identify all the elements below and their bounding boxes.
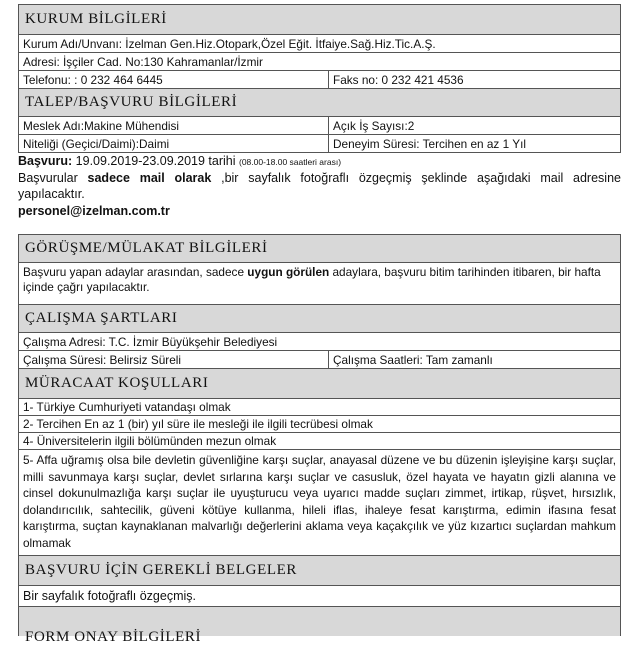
kurum-adres: Adresi: İşçiler Cad. No:130 Kahramanlar/İzmir (23, 54, 263, 69)
mail-text-bold: sadece mail olarak (87, 171, 212, 185)
kurum-faks: Faks no: 0 232 421 4536 (328, 71, 620, 88)
kurum-telefon-row (18, 70, 621, 88)
gorusme-text-bold: uygun görülen (247, 265, 330, 279)
section-title: FORM ONAY BİLGİLERİ (25, 629, 202, 645)
kurum-telefon: Telefonu: : 0 232 464 6445 (23, 72, 163, 87)
belgeler-row (18, 585, 621, 606)
muracaat-item-4: 4- Üniversitelerin ilgili bölümünden mezun olmak (23, 434, 277, 448)
calisma-suresi: Çalışma Süresi: Belirsiz Süreli (23, 352, 181, 367)
basvuru-hours: (08.00-18.00 saatleri arası) (238, 157, 342, 167)
talep-nitelik-row (18, 134, 621, 152)
job-posting-form (18, 4, 621, 645)
calisma-saatleri: Çalışma Saatleri: Tam zamanlı (328, 351, 620, 368)
muracaat-item (18, 398, 621, 415)
section-title: BAŞVURU İÇİN GEREKLİ BELGELER (25, 562, 297, 578)
meslek-adi: Meslek Adı:Makine Mühendisi (23, 118, 180, 133)
section-header-calisma (18, 304, 621, 332)
gerekli-belgeler: Bir sayfalık fotoğraflı özgeçmiş. (23, 589, 196, 603)
gorusme-text (18, 262, 621, 304)
section-title: GÖRÜŞME/MÜLAKAT BİLGİLERİ (25, 240, 268, 256)
calisma-adres-row (18, 332, 621, 350)
muracaat-item (18, 415, 621, 432)
niteligi: Niteliği (Geçici/Daimi):Daimi (23, 136, 170, 151)
calisma-adresi: Çalışma Adresi: T.C. İzmir Büyükşehir Belediyesi (23, 334, 278, 349)
section-title: KURUM BİLGİLERİ (25, 11, 167, 27)
section-header-gorusme (18, 234, 621, 262)
section-title: MÜRACAAT KOŞULLARI (25, 375, 209, 391)
mail-instructions (18, 170, 621, 202)
kurum-adi-row (18, 34, 621, 52)
gorusme-text-pre: Başvuru yapan adaylar arasından, sadece (23, 265, 248, 279)
section-title: TALEP/BAŞVURU BİLGİLERİ (25, 94, 238, 110)
mail-text-pre: Başvurular (18, 171, 88, 185)
kurum-adi: Kurum Adı/Unvanı: İzelman Gen.Hiz.Otopark,Özel Eğit. İtfaiye.Sağ.Hiz.Tic.A.Ş. (23, 36, 436, 51)
kurum-adres-row (18, 52, 621, 70)
section-header-muracaat (18, 368, 621, 398)
calisma-sure-row (18, 350, 621, 368)
mail-text-post: ,bir sayfalık fotoğraflı özgeçmiş şeklinde aşağıdaki mail adresine yapılacaktır. (18, 171, 621, 201)
muracaat-item (18, 432, 621, 449)
acik-is-sayisi: Açık İş Sayısı:2 (328, 117, 620, 134)
muracaat-item-2: 2- Tercihen En az 1 (bir) yıl süre ile mesleği ile ilgili tecrübesi olmak (23, 417, 373, 431)
deneyim-suresi: Deneyim Süresi: Tercihen en az 1 Yıl (328, 135, 620, 152)
basvuru-line (18, 153, 621, 170)
section-header-belgeler (18, 555, 621, 585)
gorusme-text-post: adaylara, başvuru bitim tarihinden itibaren, bir hafta içinde çağrı yapılacaktır. (23, 265, 601, 294)
section-title: ÇALIŞMA ŞARTLARI (25, 310, 178, 326)
muracaat-item-5: 5- Affa uğramış olsa bile devletin güvenliğine karşı suçlar, anayasal düzene ve bu düzenin işleyişine karşı suçlar, milli savunmaya karşı suçlar, devlet sırlarına karşı suçlar ve casusluk, özel hayata ve hayatın gizli alanına ve cinsel dokunulmazlığa karşı suçlar ile uyuşturucu veya uyarıcı madde suçları zimmet, irtikap, rüşvet, hırsızlık, dolandırıcılık, sahtecilik, güveni kötüye kullanma, hileli iflas, ihaleye fesat karıştırma, edimin ifasına fesat karıştırma, suçtan kaynaklanan malvarlığı değerlerini aklama veya kaçakçılık ve yüz kızartıcı suçlardan mahkum olmamak (18, 449, 621, 555)
basvuru-info (18, 152, 621, 234)
section-header-talep (18, 88, 621, 116)
contact-email: personel@izelman.com.tr (18, 204, 170, 218)
muracaat-item-1: 1- Türkiye Cumhuriyeti vatandaşı olmak (23, 400, 231, 414)
basvuru-dates: 19.09.2019-23.09.2019 tarihi (72, 154, 239, 168)
section-header-kurum (18, 4, 621, 34)
section-header-onay (18, 606, 621, 645)
talep-meslek-row (18, 116, 621, 134)
basvuru-label: Başvuru: (18, 154, 73, 168)
